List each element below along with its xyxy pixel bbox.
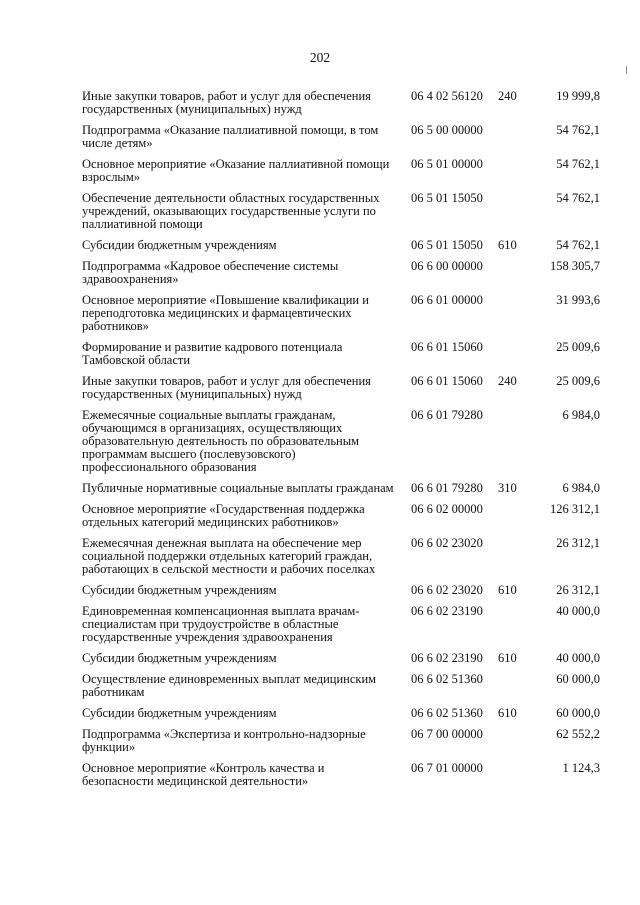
table-row [0,409,640,474]
row-name: Публичные нормативные социальные выплаты гражданам [82,481,394,495]
row-code: 06 6 00 00000 [411,259,483,273]
table-row [0,375,640,401]
row-amount: 25 009,6 [556,340,600,354]
table-row [0,341,640,367]
row-code: 06 6 02 51360 [411,706,483,720]
row-name: Иные закупки товаров, работ и услуг для обеспечения государственных (муниципальных) нужд [82,89,371,116]
row-amount: 40 000,0 [556,651,600,665]
row-code: 06 6 02 00000 [411,502,483,516]
table-row [0,537,640,576]
row-name: Основное мероприятие «Оказание паллиативной помощи взрослым» [82,157,390,184]
row-amount: 60 000,0 [556,706,600,720]
page-number: 202 [309,50,331,65]
row-code: 06 6 02 23190 [411,651,483,665]
row-name: Основное мероприятие «Контроль качества и безопасности медицинской деятельности» [82,761,325,788]
row-code: 06 6 02 23190 [411,604,483,618]
row-amount: 60 000,0 [556,672,600,686]
row-code: 06 6 01 79280 [411,481,483,495]
row-name: Единовременная компенсационная выплата врачам-специалистам при трудоустройстве в областные государственные учреждения здравоохранения [82,604,360,644]
table-row [0,762,640,788]
budget-table [0,90,640,796]
row-name: Субсидии бюджетным учреждениям [82,651,277,665]
row-amount: 1 124,3 [562,761,600,775]
table-row [0,673,640,699]
row-name: Основное мероприятие «Государственная поддержка отдельных категорий медицинских работников» [82,502,365,529]
row-name: Основное мероприятие «Повышение квалификации и переподготовка медицинских и фармацевтических работников» [82,293,369,333]
row-amount: 54 762,1 [556,191,600,205]
row-code: 06 5 01 00000 [411,157,483,171]
row-name: Субсидии бюджетным учреждениям [82,238,277,252]
row-amount: 54 762,1 [556,157,600,171]
row-expense-type: 610 [498,238,517,252]
row-code: 06 6 02 51360 [411,672,483,686]
row-expense-type: 240 [498,374,517,388]
row-code: 06 7 00 00000 [411,727,483,741]
row-amount: 54 762,1 [556,123,600,137]
row-name: Подпрограмма «Оказание паллиативной помощи, в том числе детям» [82,123,379,150]
row-code: 06 5 00 00000 [411,123,483,137]
row-amount: 31 993,6 [556,293,600,307]
row-name: Осуществление единовременных выплат медицинским работникам [82,672,377,699]
row-amount: 25 009,6 [556,374,600,388]
row-name: Подпрограмма «Экспертиза и контрольно-надзорные функции» [82,727,366,754]
table-row [0,482,640,495]
row-code: 06 6 01 15060 [411,340,483,354]
row-expense-type: 610 [498,706,517,720]
row-amount: 26 312,1 [556,583,600,597]
table-row [0,707,640,720]
row-code: 06 6 01 79280 [411,408,483,422]
row-amount: 6 984,0 [562,481,600,495]
table-row [0,260,640,286]
row-code: 06 7 01 00000 [411,761,483,775]
table-row [0,158,640,184]
row-name: Формирование и развитие кадрового потенциала Тамбовской области [82,340,343,367]
row-code: 06 4 02 56120 [411,89,483,103]
row-name: Подпрограмма «Кадровое обеспечение системы здравоохранения» [82,259,339,286]
row-code: 06 6 01 15060 [411,374,483,388]
scan-mark [626,66,627,74]
table-row [0,503,640,529]
row-name: Иные закупки товаров, работ и услуг для обеспечения государственных (муниципальных) нужд [82,374,371,401]
row-expense-type: 610 [498,583,517,597]
row-amount: 26 312,1 [556,536,600,550]
row-name: Субсидии бюджетным учреждениям [82,706,277,720]
row-amount: 6 984,0 [562,408,600,422]
row-code: 06 6 02 23020 [411,583,483,597]
table-row [0,728,640,754]
row-code: 06 6 02 23020 [411,536,483,550]
row-amount: 40 000,0 [556,604,600,618]
row-amount: 54 762,1 [556,238,600,252]
table-row [0,652,640,665]
row-name: Субсидии бюджетным учреждениям [82,583,277,597]
row-expense-type: 610 [498,651,517,665]
row-amount: 158 305,7 [550,259,600,273]
row-name: Обеспечение деятельности областных государственных учреждений, оказывающих государственные услуги по паллиативной помощи [82,191,380,231]
row-code: 06 6 01 00000 [411,293,483,307]
row-expense-type: 310 [498,481,517,495]
table-row [0,294,640,333]
row-code: 06 5 01 15050 [411,238,483,252]
table-row [0,192,640,231]
table-row [0,124,640,150]
row-amount: 126 312,1 [550,502,600,516]
row-expense-type: 240 [498,89,517,103]
row-name: Ежемесячная денежная выплата на обеспечение мер социальной поддержки отдельных категорий граждан, работающих в сельской местности и рабочих поселках [82,536,376,576]
table-row [0,605,640,644]
table-row [0,584,640,597]
table-row [0,90,640,116]
row-amount: 62 552,2 [556,727,600,741]
row-amount: 19 999,8 [556,89,600,103]
row-name: Ежемесячные социальные выплаты гражданам, обучающимся в организациях, осуществляющих образовательную деятельность по образовательным программам высшего (послевузовского) профессионального образования [82,408,360,474]
table-row [0,239,640,252]
row-code: 06 5 01 15050 [411,191,483,205]
